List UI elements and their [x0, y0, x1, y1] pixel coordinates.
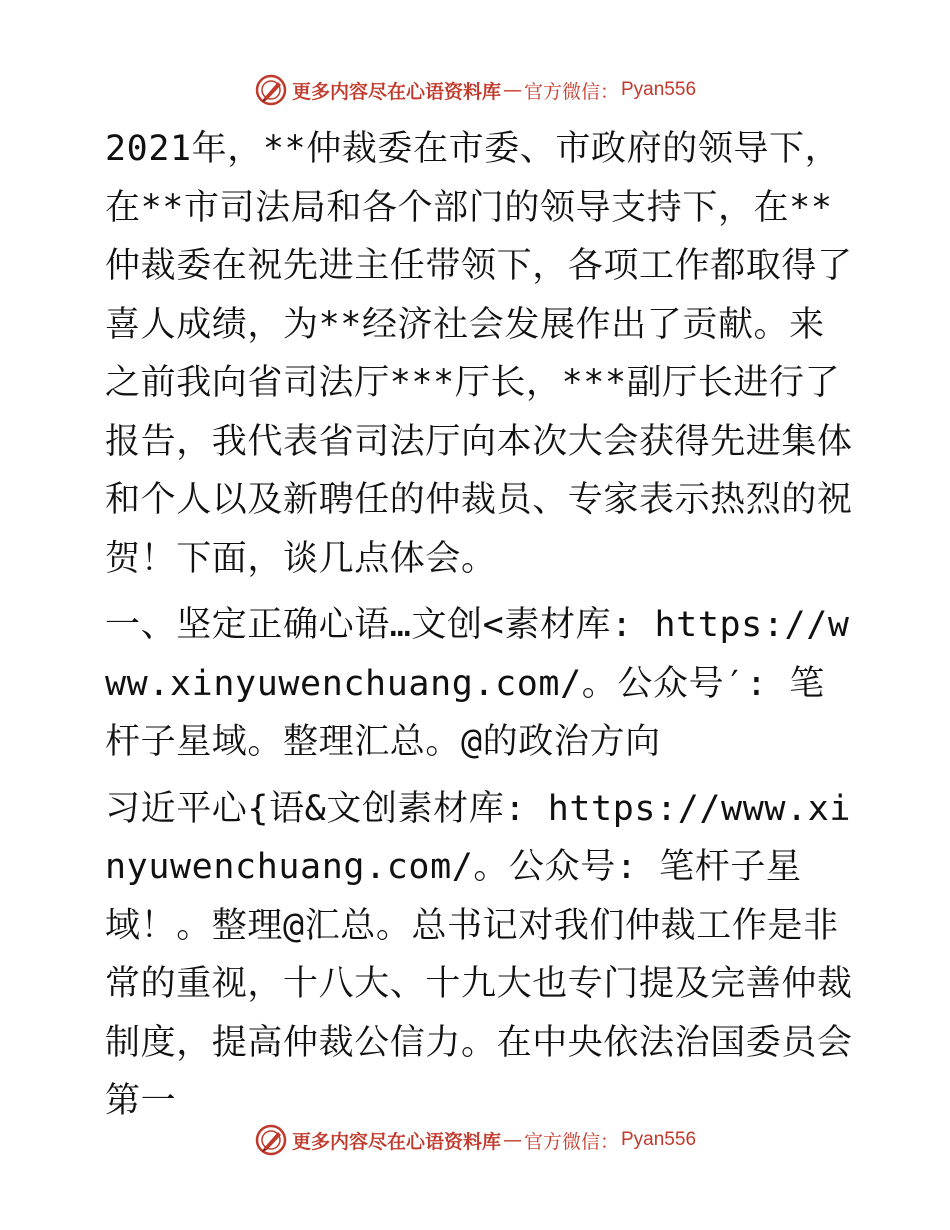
watermark-wechat-id: Pyan556	[621, 79, 697, 100]
watermark-wechat-label: 官方微信：	[523, 80, 619, 103]
watermark-brand-text: 更多内容尽在心语资料库	[291, 1130, 501, 1153]
document-body	[97, 120, 857, 1131]
pen-logo-icon	[254, 1123, 288, 1157]
paragraph-section-one: 一、坚定正确心语…文创<素材库: https://www.xinyuwenchuang.com/。公众号′: 笔杆子星域。整理汇总。@的政治方向	[105, 605, 850, 762]
paragraph-intro: 2021年，**仲裁委在市委、市政府的领导下，在**市司法局和各个部门的领导支持下，在**仲裁委在祝先进主任带领下，各项工作都取得了喜人成绩，为**经济社会发展作出了贡献。来之前我向省司法厅***厅长，***副厅长进行了报告，我代表省司法厅向本次大会获得先进集体和个人以及新聘任的仲裁员、专家表示热烈的祝贺！下面，谈几点体会。	[105, 129, 853, 579]
watermark-dash: —	[502, 79, 522, 101]
watermark-dash: —	[502, 1129, 522, 1151]
footer-watermark	[0, 1120, 950, 1160]
watermark-wechat-label: 官方微信：	[523, 1130, 619, 1153]
watermark-wechat-id: Pyan556	[621, 1129, 697, 1150]
pen-logo-icon	[254, 73, 288, 107]
watermark-brand-text: 更多内容尽在心语资料库	[291, 80, 501, 103]
header-watermark	[0, 70, 950, 110]
paragraph-body: 习近平心{语&文创素材库: https://www.xinyuwenchuang.com/。公众号: 笔杆子星域！。整理@汇总。总书记对我们仲裁工作是非常的重视，十八大、十九大也专门提及完善仲裁制度，提高仲裁公信力。在中央依法治国委员会第一	[105, 788, 853, 1121]
